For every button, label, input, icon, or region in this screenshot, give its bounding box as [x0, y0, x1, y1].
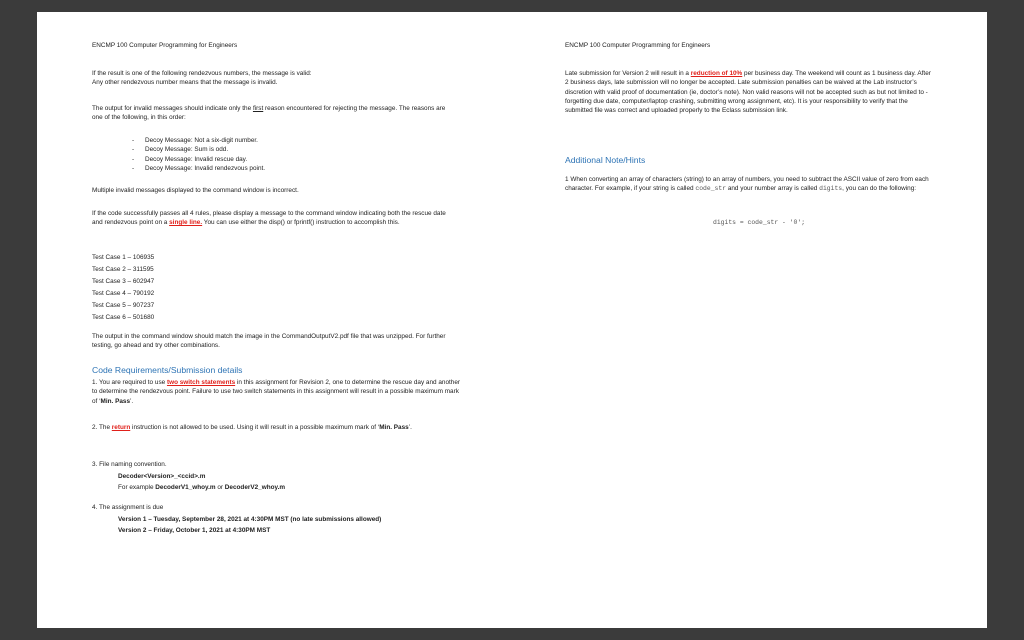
- list-item: - Decoy Message: Not a six-digit number.: [132, 136, 432, 145]
- output-match-paragraph: The output in the command window should match the image in the CommandOutputV2.pdf file that was unzipped. For further testing, go ahead and try other combinations.: [92, 333, 446, 350]
- invalid-rule-text: Any other rendezvous number means that the message is invalid.: [92, 79, 278, 87]
- due-version-1: Version 1 – Tuesday, September 28, 2021 at 4:30PM MST (no late submissions allowed): [118, 515, 382, 523]
- first-emphasis: first: [252, 105, 264, 112]
- hint-paragraph: 1 When converting an array of characters (string) to an array of numbers, you need to subtract the ASCII value of zero from each character. For example, if your string is called code_str and your number array is called digits, you can do the following:: [565, 176, 929, 193]
- additional-notes-heading: Additional Note/Hints: [565, 155, 646, 165]
- list-item: Test Case 3 – 602947: [92, 278, 155, 285]
- valid-message-paragraph: [92, 69, 467, 88]
- switch-emphasis: two switch statements: [166, 379, 236, 386]
- file-naming-pattern: Decoder<Version>_<ccid>.m: [118, 472, 206, 480]
- list-item: Test Case 2 – 311595: [92, 266, 154, 273]
- code-requirements-heading: Code Requirements/Submission details: [92, 365, 243, 375]
- return-emphasis: return: [111, 424, 131, 431]
- list-item: Test Case 6 – 501680: [92, 314, 155, 321]
- code-inline: digits: [819, 185, 843, 193]
- page-header: ENCMP 100 Computer Programming for Engineers: [565, 42, 711, 49]
- list-item: Test Case 4 – 790192: [92, 290, 155, 297]
- file-naming-example: For example DecoderV1_whoy.m or DecoderV2_whoy.m: [118, 484, 286, 492]
- late-submission-paragraph: Late submission for Version 2 will result in a reduction of 10% per business day. The weekend will count as 1 business day. After 2 business days, late submission will no longer be accepted. Late submission penalties can be waived at the Lab instructor’s discretion with valid proof of documentation (ie, doctor’s note). Non valid reasons will not be accepted such as but not limited to - forgetting due date, computer/laptop crashing, submitting wrong assignment, etc). It is your responsibility to verify that the submitted file was correct and uploaded properly to the Eclass submission link.: [565, 70, 931, 115]
- requirement-4: [92, 502, 467, 537]
- reduction-emphasis: reduction of 10%: [690, 70, 743, 77]
- multiple-invalid-text: Multiple invalid messages displayed to the command window is incorrect.: [92, 187, 299, 194]
- valid-rule-text: If the result is one of the following rendezvous numbers, the message is valid:: [92, 70, 312, 77]
- success-paragraph: If the code successfully passes all 4 rules, please display a message to the command window indicating both the rescue date and rendezvous point on a single line. You can use either the disp() or fprintf() instruction to accomplish this.: [92, 210, 446, 227]
- invalid-output-paragraph: The output for invalid messages should indicate only the first reason encountered for rejecting the message. The reasons are one of the following, in this order:: [92, 105, 446, 122]
- file-naming-title: 3. File naming convention.: [92, 461, 167, 468]
- requirement-2: 2. The return instruction is not allowed to be used. Using it will result in a possible maximum mark of ‘Min. Pass’.: [92, 424, 412, 431]
- list-item: - Decoy Message: Sum is odd.: [132, 145, 432, 154]
- page-header: ENCMP 100 Computer Programming for Engineers: [92, 42, 238, 49]
- code-example: digits = code_str - '0';: [713, 219, 806, 226]
- single-line-emphasis: single line.: [169, 219, 203, 227]
- document-viewer: [37, 12, 987, 628]
- list-item: - Decoy Message: Invalid rendezvous point.: [132, 164, 432, 173]
- list-item: Test Case 5 – 907237: [92, 302, 155, 309]
- due-title: 4. The assignment is due: [92, 504, 164, 511]
- list-item: - Decoy Message: Invalid rescue day.: [132, 155, 432, 164]
- requirement-3: [92, 459, 462, 494]
- list-item: Test Case 1 – 106935: [92, 254, 155, 261]
- code-inline: code_str: [695, 185, 727, 193]
- test-cases-list: [92, 252, 154, 324]
- requirement-1: 1. You are required to use two switch statements in this assignment for Revision 2, one to determine the rescue day and another to determine the rendezvous point. Failure to use two switch statements in this assignment will result in a possible maximum mark of ‘Min. Pass’.: [92, 379, 461, 405]
- decoy-messages-list: [132, 136, 432, 173]
- due-version-2: Version 2 – Friday, October 1, 2021 at 4:30PM MST: [118, 527, 271, 535]
